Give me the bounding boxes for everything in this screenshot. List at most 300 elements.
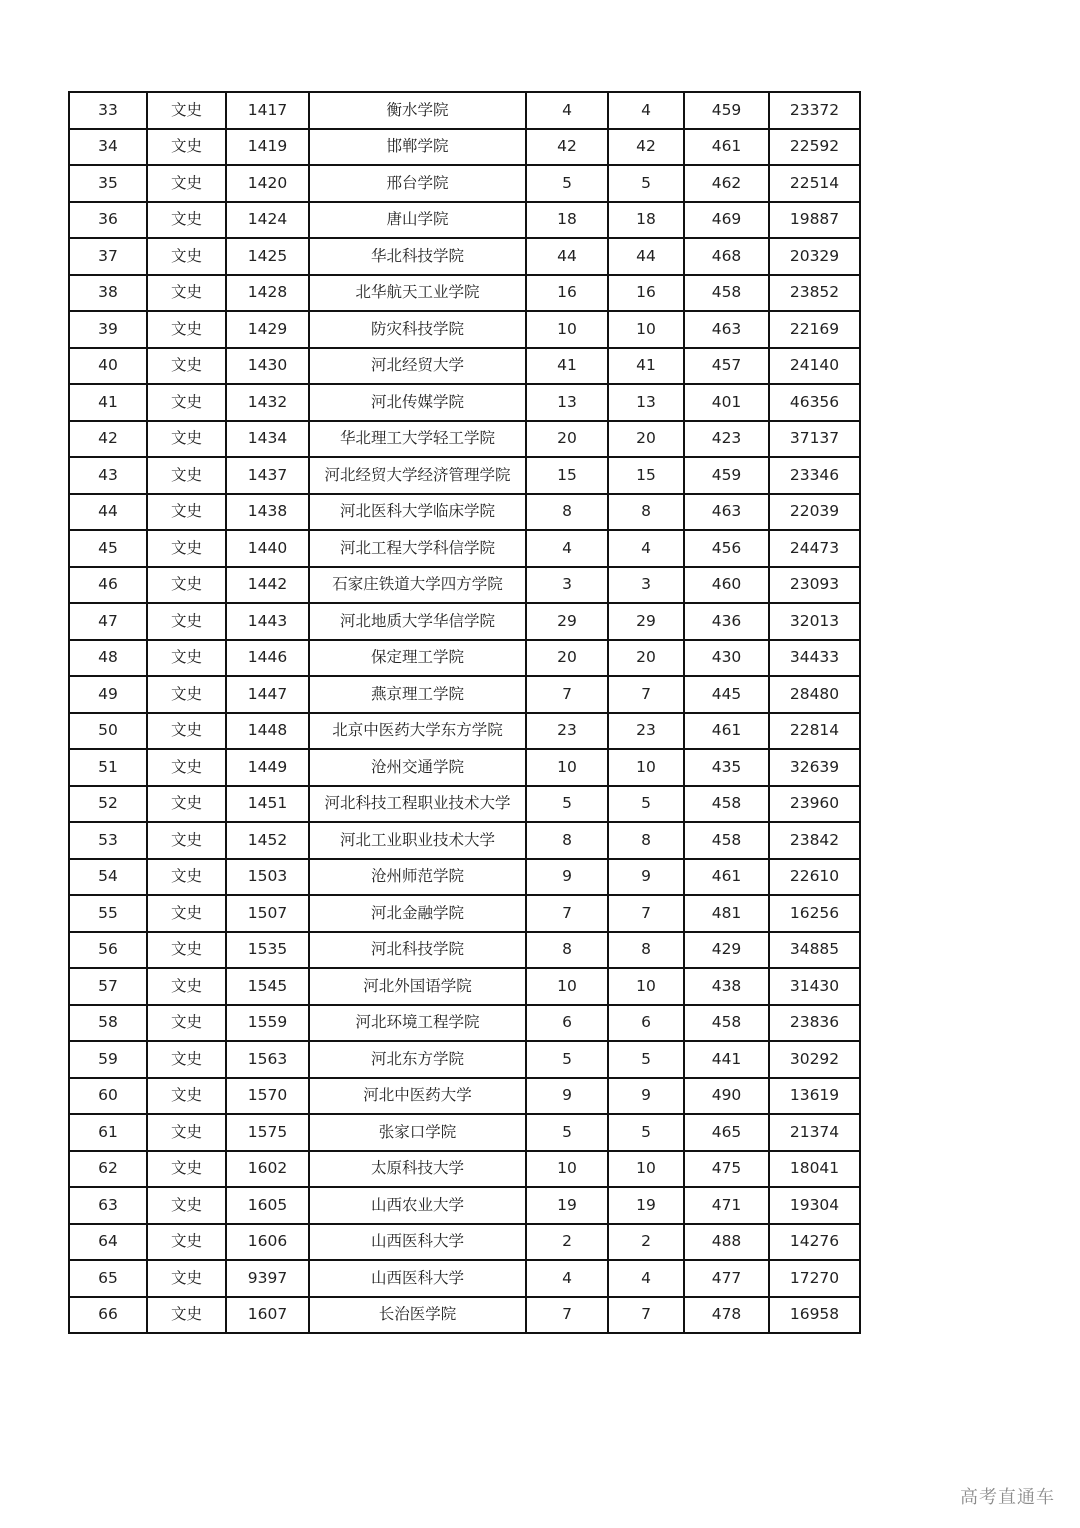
school-name-cell: 河北东方学院 bbox=[309, 1041, 526, 1078]
table-row bbox=[69, 1260, 860, 1297]
school-name-cell: 保定理工学院 bbox=[309, 640, 526, 677]
admitted-count-cell: 13 bbox=[608, 384, 684, 421]
min-score-cell: 457 bbox=[684, 348, 769, 385]
admitted-count-cell: 15 bbox=[608, 457, 684, 494]
school-name-cell: 山西医科大学 bbox=[309, 1224, 526, 1261]
admitted-count-cell: 4 bbox=[608, 530, 684, 567]
plan-count-cell: 29 bbox=[526, 603, 608, 640]
category-cell: 文史 bbox=[147, 165, 226, 202]
row-number-cell: 48 bbox=[69, 640, 147, 677]
school-code-cell: 1507 bbox=[226, 895, 309, 932]
admitted-count-cell: 4 bbox=[608, 92, 684, 129]
category-cell: 文史 bbox=[147, 1078, 226, 1115]
school-code-cell: 9397 bbox=[226, 1260, 309, 1297]
table-row bbox=[69, 238, 860, 275]
min-score-cell: 477 bbox=[684, 1260, 769, 1297]
plan-count-cell: 10 bbox=[526, 749, 608, 786]
min-rank-cell: 46356 bbox=[769, 384, 860, 421]
school-name-cell: 华北科技学院 bbox=[309, 238, 526, 275]
table-row bbox=[69, 311, 860, 348]
min-rank-cell: 16256 bbox=[769, 895, 860, 932]
table-row bbox=[69, 1297, 860, 1334]
admitted-count-cell: 6 bbox=[608, 1005, 684, 1042]
admitted-count-cell: 42 bbox=[608, 129, 684, 166]
school-code-cell: 1440 bbox=[226, 530, 309, 567]
category-cell: 文史 bbox=[147, 1224, 226, 1261]
plan-count-cell: 18 bbox=[526, 202, 608, 239]
min-rank-cell: 32013 bbox=[769, 603, 860, 640]
school-code-cell: 1437 bbox=[226, 457, 309, 494]
school-name-cell: 邯郸学院 bbox=[309, 129, 526, 166]
school-code-cell: 1605 bbox=[226, 1187, 309, 1224]
admitted-count-cell: 8 bbox=[608, 822, 684, 859]
admitted-count-cell: 5 bbox=[608, 786, 684, 823]
plan-count-cell: 8 bbox=[526, 932, 608, 969]
row-number-cell: 46 bbox=[69, 567, 147, 604]
admitted-count-cell: 44 bbox=[608, 238, 684, 275]
category-cell: 文史 bbox=[147, 92, 226, 129]
table-row bbox=[69, 822, 860, 859]
category-cell: 文史 bbox=[147, 275, 226, 312]
school-name-cell: 河北工业职业技术大学 bbox=[309, 822, 526, 859]
school-name-cell: 防灾科技学院 bbox=[309, 311, 526, 348]
plan-count-cell: 4 bbox=[526, 1260, 608, 1297]
row-number-cell: 62 bbox=[69, 1151, 147, 1188]
row-number-cell: 33 bbox=[69, 92, 147, 129]
admitted-count-cell: 4 bbox=[608, 1260, 684, 1297]
admitted-count-cell: 8 bbox=[608, 932, 684, 969]
admitted-count-cell: 2 bbox=[608, 1224, 684, 1261]
school-code-cell: 1535 bbox=[226, 932, 309, 969]
category-cell: 文史 bbox=[147, 713, 226, 750]
school-name-cell: 太原科技大学 bbox=[309, 1151, 526, 1188]
school-name-cell: 石家庄铁道大学四方学院 bbox=[309, 567, 526, 604]
min-score-cell: 465 bbox=[684, 1114, 769, 1151]
min-score-cell: 458 bbox=[684, 275, 769, 312]
admitted-count-cell: 20 bbox=[608, 640, 684, 677]
table-row bbox=[69, 421, 860, 458]
admitted-count-cell: 9 bbox=[608, 1078, 684, 1115]
school-name-cell: 北京中医药大学东方学院 bbox=[309, 713, 526, 750]
school-code-cell: 1432 bbox=[226, 384, 309, 421]
row-number-cell: 38 bbox=[69, 275, 147, 312]
plan-count-cell: 5 bbox=[526, 1114, 608, 1151]
category-cell: 文史 bbox=[147, 311, 226, 348]
admitted-count-cell: 10 bbox=[608, 749, 684, 786]
min-score-cell: 490 bbox=[684, 1078, 769, 1115]
table-row bbox=[69, 275, 860, 312]
min-rank-cell: 16958 bbox=[769, 1297, 860, 1334]
plan-count-cell: 4 bbox=[526, 92, 608, 129]
min-score-cell: 458 bbox=[684, 786, 769, 823]
min-rank-cell: 22814 bbox=[769, 713, 860, 750]
table-row bbox=[69, 129, 860, 166]
min-score-cell: 463 bbox=[684, 311, 769, 348]
plan-count-cell: 42 bbox=[526, 129, 608, 166]
admitted-count-cell: 7 bbox=[608, 676, 684, 713]
admitted-count-cell: 29 bbox=[608, 603, 684, 640]
table-row bbox=[69, 932, 860, 969]
min-rank-cell: 17270 bbox=[769, 1260, 860, 1297]
admitted-count-cell: 10 bbox=[608, 311, 684, 348]
row-number-cell: 59 bbox=[69, 1041, 147, 1078]
school-name-cell: 河北环境工程学院 bbox=[309, 1005, 526, 1042]
row-number-cell: 53 bbox=[69, 822, 147, 859]
plan-count-cell: 2 bbox=[526, 1224, 608, 1261]
category-cell: 文史 bbox=[147, 348, 226, 385]
min-rank-cell: 22169 bbox=[769, 311, 860, 348]
min-score-cell: 459 bbox=[684, 457, 769, 494]
table-row bbox=[69, 202, 860, 239]
plan-count-cell: 20 bbox=[526, 421, 608, 458]
admissions-table bbox=[68, 91, 861, 1334]
school-code-cell: 1447 bbox=[226, 676, 309, 713]
min-rank-cell: 21374 bbox=[769, 1114, 860, 1151]
school-name-cell: 张家口学院 bbox=[309, 1114, 526, 1151]
plan-count-cell: 5 bbox=[526, 1041, 608, 1078]
school-code-cell: 1424 bbox=[226, 202, 309, 239]
row-number-cell: 47 bbox=[69, 603, 147, 640]
min-rank-cell: 37137 bbox=[769, 421, 860, 458]
school-name-cell: 唐山学院 bbox=[309, 202, 526, 239]
category-cell: 文史 bbox=[147, 895, 226, 932]
school-code-cell: 1607 bbox=[226, 1297, 309, 1334]
min-score-cell: 488 bbox=[684, 1224, 769, 1261]
school-code-cell: 1442 bbox=[226, 567, 309, 604]
min-rank-cell: 13619 bbox=[769, 1078, 860, 1115]
row-number-cell: 52 bbox=[69, 786, 147, 823]
table-row bbox=[69, 92, 860, 129]
row-number-cell: 37 bbox=[69, 238, 147, 275]
school-code-cell: 1570 bbox=[226, 1078, 309, 1115]
min-rank-cell: 22514 bbox=[769, 165, 860, 202]
school-name-cell: 河北中医药大学 bbox=[309, 1078, 526, 1115]
min-rank-cell: 23346 bbox=[769, 457, 860, 494]
category-cell: 文史 bbox=[147, 129, 226, 166]
table-row bbox=[69, 530, 860, 567]
category-cell: 文史 bbox=[147, 1005, 226, 1042]
row-number-cell: 39 bbox=[69, 311, 147, 348]
admitted-count-cell: 3 bbox=[608, 567, 684, 604]
table-row bbox=[69, 384, 860, 421]
plan-count-cell: 7 bbox=[526, 676, 608, 713]
row-number-cell: 63 bbox=[69, 1187, 147, 1224]
min-rank-cell: 28480 bbox=[769, 676, 860, 713]
min-score-cell: 456 bbox=[684, 530, 769, 567]
school-code-cell: 1434 bbox=[226, 421, 309, 458]
row-number-cell: 34 bbox=[69, 129, 147, 166]
min-rank-cell: 23372 bbox=[769, 92, 860, 129]
plan-count-cell: 10 bbox=[526, 311, 608, 348]
plan-count-cell: 10 bbox=[526, 1151, 608, 1188]
category-cell: 文史 bbox=[147, 749, 226, 786]
category-cell: 文史 bbox=[147, 202, 226, 239]
row-number-cell: 54 bbox=[69, 859, 147, 896]
school-code-cell: 1451 bbox=[226, 786, 309, 823]
row-number-cell: 50 bbox=[69, 713, 147, 750]
plan-count-cell: 5 bbox=[526, 786, 608, 823]
school-name-cell: 河北经贸大学 bbox=[309, 348, 526, 385]
school-code-cell: 1420 bbox=[226, 165, 309, 202]
category-cell: 文史 bbox=[147, 238, 226, 275]
category-cell: 文史 bbox=[147, 786, 226, 823]
min-rank-cell: 23960 bbox=[769, 786, 860, 823]
admitted-count-cell: 10 bbox=[608, 968, 684, 1005]
min-score-cell: 462 bbox=[684, 165, 769, 202]
min-score-cell: 469 bbox=[684, 202, 769, 239]
min-rank-cell: 23852 bbox=[769, 275, 860, 312]
row-number-cell: 35 bbox=[69, 165, 147, 202]
category-cell: 文史 bbox=[147, 1297, 226, 1334]
plan-count-cell: 7 bbox=[526, 895, 608, 932]
school-name-cell: 河北科技工程职业技术大学 bbox=[309, 786, 526, 823]
min-score-cell: 458 bbox=[684, 822, 769, 859]
table-row bbox=[69, 859, 860, 896]
row-number-cell: 40 bbox=[69, 348, 147, 385]
school-name-cell: 邢台学院 bbox=[309, 165, 526, 202]
school-code-cell: 1438 bbox=[226, 494, 309, 531]
plan-count-cell: 13 bbox=[526, 384, 608, 421]
plan-count-cell: 20 bbox=[526, 640, 608, 677]
min-score-cell: 458 bbox=[684, 1005, 769, 1042]
school-name-cell: 北华航天工业学院 bbox=[309, 275, 526, 312]
min-rank-cell: 20329 bbox=[769, 238, 860, 275]
school-code-cell: 1449 bbox=[226, 749, 309, 786]
min-score-cell: 460 bbox=[684, 567, 769, 604]
min-rank-cell: 23836 bbox=[769, 1005, 860, 1042]
row-number-cell: 41 bbox=[69, 384, 147, 421]
school-code-cell: 1545 bbox=[226, 968, 309, 1005]
min-score-cell: 401 bbox=[684, 384, 769, 421]
school-code-cell: 1452 bbox=[226, 822, 309, 859]
table-row bbox=[69, 1078, 860, 1115]
table-row bbox=[69, 895, 860, 932]
table-row bbox=[69, 457, 860, 494]
school-code-cell: 1448 bbox=[226, 713, 309, 750]
school-name-cell: 长治医学院 bbox=[309, 1297, 526, 1334]
category-cell: 文史 bbox=[147, 676, 226, 713]
category-cell: 文史 bbox=[147, 640, 226, 677]
admitted-count-cell: 18 bbox=[608, 202, 684, 239]
school-code-cell: 1602 bbox=[226, 1151, 309, 1188]
admitted-count-cell: 5 bbox=[608, 165, 684, 202]
row-number-cell: 55 bbox=[69, 895, 147, 932]
row-number-cell: 60 bbox=[69, 1078, 147, 1115]
admitted-count-cell: 20 bbox=[608, 421, 684, 458]
min-score-cell: 430 bbox=[684, 640, 769, 677]
school-code-cell: 1417 bbox=[226, 92, 309, 129]
plan-count-cell: 23 bbox=[526, 713, 608, 750]
plan-count-cell: 9 bbox=[526, 1078, 608, 1115]
row-number-cell: 56 bbox=[69, 932, 147, 969]
plan-count-cell: 8 bbox=[526, 822, 608, 859]
table-row bbox=[69, 968, 860, 1005]
school-name-cell: 衡水学院 bbox=[309, 92, 526, 129]
min-score-cell: 438 bbox=[684, 968, 769, 1005]
min-rank-cell: 14276 bbox=[769, 1224, 860, 1261]
school-name-cell: 河北医科大学临床学院 bbox=[309, 494, 526, 531]
table-body bbox=[69, 92, 860, 1333]
min-rank-cell: 22039 bbox=[769, 494, 860, 531]
school-code-cell: 1428 bbox=[226, 275, 309, 312]
row-number-cell: 66 bbox=[69, 1297, 147, 1334]
category-cell: 文史 bbox=[147, 1187, 226, 1224]
table-row bbox=[69, 1151, 860, 1188]
school-code-cell: 1563 bbox=[226, 1041, 309, 1078]
min-score-cell: 481 bbox=[684, 895, 769, 932]
school-code-cell: 1575 bbox=[226, 1114, 309, 1151]
table-row bbox=[69, 603, 860, 640]
row-number-cell: 49 bbox=[69, 676, 147, 713]
row-number-cell: 43 bbox=[69, 457, 147, 494]
school-name-cell: 沧州交通学院 bbox=[309, 749, 526, 786]
min-rank-cell: 34433 bbox=[769, 640, 860, 677]
min-score-cell: 468 bbox=[684, 238, 769, 275]
admitted-count-cell: 41 bbox=[608, 348, 684, 385]
min-rank-cell: 19887 bbox=[769, 202, 860, 239]
admitted-count-cell: 7 bbox=[608, 1297, 684, 1334]
min-score-cell: 478 bbox=[684, 1297, 769, 1334]
row-number-cell: 65 bbox=[69, 1260, 147, 1297]
min-score-cell: 463 bbox=[684, 494, 769, 531]
school-name-cell: 华北理工大学轻工学院 bbox=[309, 421, 526, 458]
school-name-cell: 山西农业大学 bbox=[309, 1187, 526, 1224]
min-rank-cell: 30292 bbox=[769, 1041, 860, 1078]
category-cell: 文史 bbox=[147, 457, 226, 494]
school-code-cell: 1430 bbox=[226, 348, 309, 385]
admitted-count-cell: 19 bbox=[608, 1187, 684, 1224]
school-name-cell: 沧州师范学院 bbox=[309, 859, 526, 896]
plan-count-cell: 6 bbox=[526, 1005, 608, 1042]
min-score-cell: 461 bbox=[684, 713, 769, 750]
table-row bbox=[69, 713, 860, 750]
category-cell: 文史 bbox=[147, 603, 226, 640]
min-rank-cell: 34885 bbox=[769, 932, 860, 969]
school-code-cell: 1503 bbox=[226, 859, 309, 896]
min-rank-cell: 31430 bbox=[769, 968, 860, 1005]
plan-count-cell: 10 bbox=[526, 968, 608, 1005]
plan-count-cell: 16 bbox=[526, 275, 608, 312]
admitted-count-cell: 8 bbox=[608, 494, 684, 531]
min-score-cell: 435 bbox=[684, 749, 769, 786]
plan-count-cell: 8 bbox=[526, 494, 608, 531]
category-cell: 文史 bbox=[147, 822, 226, 859]
min-score-cell: 445 bbox=[684, 676, 769, 713]
plan-count-cell: 44 bbox=[526, 238, 608, 275]
min-score-cell: 436 bbox=[684, 603, 769, 640]
table-row bbox=[69, 786, 860, 823]
min-rank-cell: 18041 bbox=[769, 1151, 860, 1188]
admitted-count-cell: 9 bbox=[608, 859, 684, 896]
school-name-cell: 河北金融学院 bbox=[309, 895, 526, 932]
table-row bbox=[69, 494, 860, 531]
table-row bbox=[69, 1187, 860, 1224]
plan-count-cell: 41 bbox=[526, 348, 608, 385]
min-score-cell: 461 bbox=[684, 859, 769, 896]
school-name-cell: 河北传媒学院 bbox=[309, 384, 526, 421]
min-score-cell: 441 bbox=[684, 1041, 769, 1078]
table-row bbox=[69, 1041, 860, 1078]
school-name-cell: 河北科技学院 bbox=[309, 932, 526, 969]
table-row bbox=[69, 1005, 860, 1042]
row-number-cell: 57 bbox=[69, 968, 147, 1005]
school-name-cell: 河北工程大学科信学院 bbox=[309, 530, 526, 567]
plan-count-cell: 15 bbox=[526, 457, 608, 494]
min-rank-cell: 24140 bbox=[769, 348, 860, 385]
row-number-cell: 61 bbox=[69, 1114, 147, 1151]
table-row bbox=[69, 676, 860, 713]
school-name-cell: 燕京理工学院 bbox=[309, 676, 526, 713]
admitted-count-cell: 5 bbox=[608, 1114, 684, 1151]
min-rank-cell: 19304 bbox=[769, 1187, 860, 1224]
category-cell: 文史 bbox=[147, 932, 226, 969]
school-code-cell: 1446 bbox=[226, 640, 309, 677]
table-row bbox=[69, 1224, 860, 1261]
table-row bbox=[69, 749, 860, 786]
category-cell: 文史 bbox=[147, 1151, 226, 1188]
school-code-cell: 1559 bbox=[226, 1005, 309, 1042]
min-score-cell: 475 bbox=[684, 1151, 769, 1188]
admitted-count-cell: 23 bbox=[608, 713, 684, 750]
min-score-cell: 423 bbox=[684, 421, 769, 458]
category-cell: 文史 bbox=[147, 567, 226, 604]
category-cell: 文史 bbox=[147, 494, 226, 531]
category-cell: 文史 bbox=[147, 421, 226, 458]
category-cell: 文史 bbox=[147, 1260, 226, 1297]
min-rank-cell: 22610 bbox=[769, 859, 860, 896]
school-code-cell: 1419 bbox=[226, 129, 309, 166]
school-code-cell: 1425 bbox=[226, 238, 309, 275]
category-cell: 文史 bbox=[147, 1041, 226, 1078]
plan-count-cell: 5 bbox=[526, 165, 608, 202]
school-code-cell: 1429 bbox=[226, 311, 309, 348]
row-number-cell: 44 bbox=[69, 494, 147, 531]
min-rank-cell: 23093 bbox=[769, 567, 860, 604]
school-code-cell: 1443 bbox=[226, 603, 309, 640]
admitted-count-cell: 7 bbox=[608, 895, 684, 932]
min-rank-cell: 23842 bbox=[769, 822, 860, 859]
admitted-count-cell: 16 bbox=[608, 275, 684, 312]
plan-count-cell: 7 bbox=[526, 1297, 608, 1334]
row-number-cell: 42 bbox=[69, 421, 147, 458]
row-number-cell: 36 bbox=[69, 202, 147, 239]
school-code-cell: 1606 bbox=[226, 1224, 309, 1261]
table-row bbox=[69, 640, 860, 677]
min-score-cell: 461 bbox=[684, 129, 769, 166]
row-number-cell: 51 bbox=[69, 749, 147, 786]
min-score-cell: 459 bbox=[684, 92, 769, 129]
plan-count-cell: 19 bbox=[526, 1187, 608, 1224]
category-cell: 文史 bbox=[147, 384, 226, 421]
school-name-cell: 河北经贸大学经济管理学院 bbox=[309, 457, 526, 494]
school-name-cell: 河北外国语学院 bbox=[309, 968, 526, 1005]
min-score-cell: 471 bbox=[684, 1187, 769, 1224]
category-cell: 文史 bbox=[147, 968, 226, 1005]
category-cell: 文史 bbox=[147, 530, 226, 567]
table-row bbox=[69, 1114, 860, 1151]
plan-count-cell: 4 bbox=[526, 530, 608, 567]
table-row bbox=[69, 567, 860, 604]
row-number-cell: 58 bbox=[69, 1005, 147, 1042]
watermark-text: 高考直通车 bbox=[960, 1487, 1055, 1508]
min-rank-cell: 32639 bbox=[769, 749, 860, 786]
plan-count-cell: 9 bbox=[526, 859, 608, 896]
min-rank-cell: 24473 bbox=[769, 530, 860, 567]
row-number-cell: 45 bbox=[69, 530, 147, 567]
category-cell: 文史 bbox=[147, 1114, 226, 1151]
school-name-cell: 河北地质大学华信学院 bbox=[309, 603, 526, 640]
table-row bbox=[69, 165, 860, 202]
